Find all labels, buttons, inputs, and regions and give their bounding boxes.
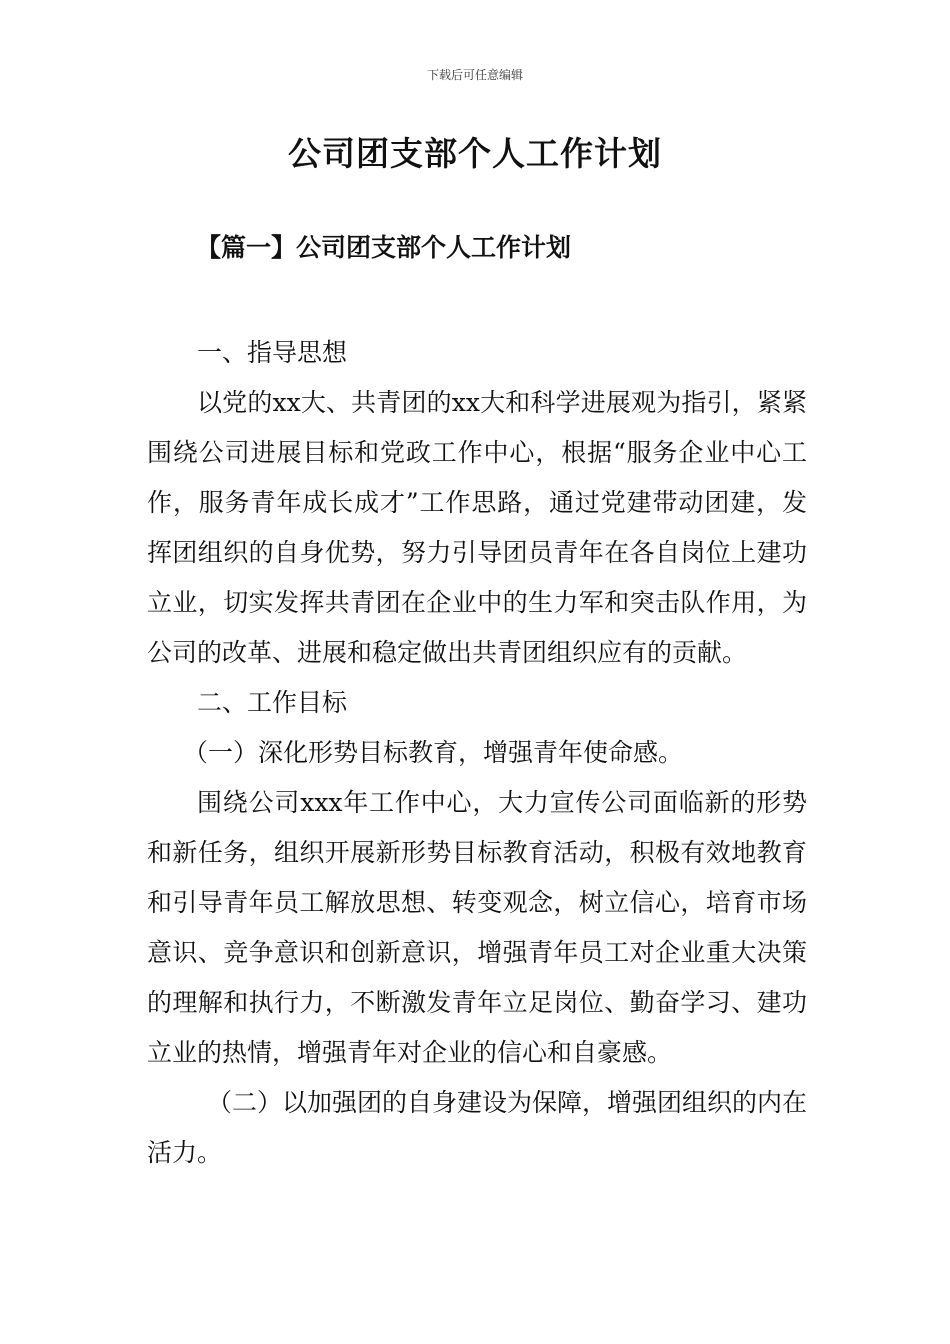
document-title: 公司团支部个人工作计划: [288, 134, 662, 173]
paragraph-goal-2: （二）以加强团的自身建设为保障，增强团组织的内在活力。: [147, 1088, 808, 1167]
subheading-goal-1: （一）深化形势目标教育，增强青年使命感。: [183, 738, 684, 767]
paragraph-guiding-thought: 以党的xx大、共青团的xx大和科学进展观为指引，紧紧围绕公司进展目标和党政工作中心，根据“服务企业中心工作，服务青年成长成才”工作思路，通过党建带动团建，发挥团组织的自身优势，努力引导团员青年在各自岗位上建功立业，切实发挥共青团在企业中的生力军和突击队作用，为公司的改革、进展和稳定做出共青团组织应有的贡献。: [147, 388, 807, 667]
paragraph-goal-1: 围绕公司xxx年工作中心，大力宣传公司面临新的形势和新任务，组织开展新形势目标教育活动，积极有效地教育和引导青年员工解放思想、转变观念，树立信心，培育市场意识、竞争意识和创新意识，增强青年员工对企业重大决策的理解和执行力，不断激发青年立足岗位、勤奋学习、建功立业的热情，增强青年对企业的信心和自豪感。: [147, 788, 807, 1067]
section-title: 【篇一】公司团支部个人工作计划: [196, 233, 572, 262]
document-body: [147, 328, 807, 1178]
heading-guiding-thought: 一、指导思想: [197, 338, 348, 367]
heading-work-goals: 二、工作目标: [197, 688, 348, 717]
header-note: 下载后可任意编辑: [426, 68, 523, 82]
